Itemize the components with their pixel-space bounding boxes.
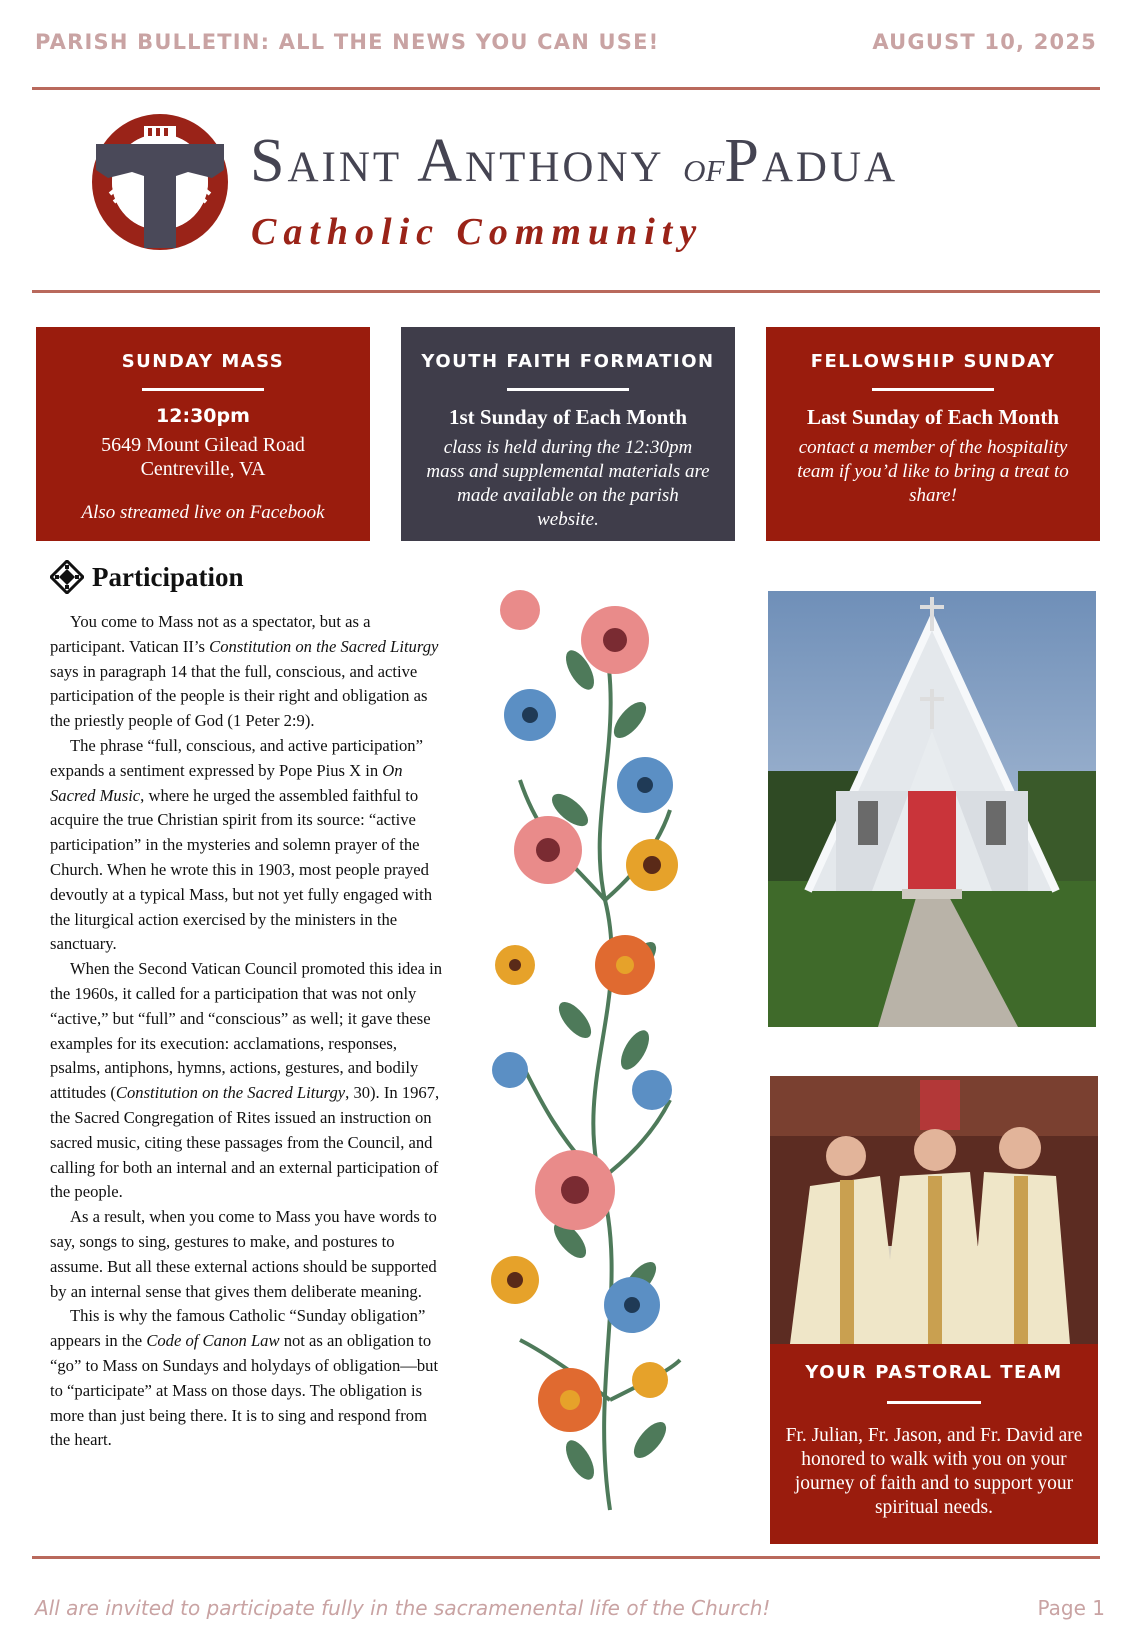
sunday-mass-box	[36, 327, 370, 541]
box-divider	[872, 388, 994, 391]
citation: Code of Canon Law	[146, 1331, 280, 1351]
mass-stream-note: Also streamed live on Facebook	[81, 502, 325, 523]
participation-article	[50, 560, 448, 1453]
article-paragraph: As a result, when you come to Mass you have words to say, songs to sing, gestures to make, and postures to assume. But all these external actions should be supported by an internal sense that gives them deliberate meaning.	[50, 1207, 437, 1301]
box-title: FELLOWSHIP SUNDAY	[810, 351, 1056, 372]
text-run: The phrase “full, conscious, and active participation” expands a sentiment expressed by Pope Pius X in	[50, 735, 423, 780]
logo-rule	[32, 290, 1100, 293]
church-photo	[768, 591, 1096, 1027]
mass-address-line2: Centreville, VA	[140, 458, 266, 480]
text-run: says in paragraph 14 that the full, conscious, and active participation of the people is their right and obligation as the priestly people of God (1 Peter 2:9).	[50, 661, 428, 731]
text-run: not as an obligation to “go” to Mass on Sundays and holydays of obligation—but to “participate” at Mass on those days. The obligation is more than just being there. It is to sing and respond from the heart.	[50, 1331, 439, 1450]
floral-illustration	[480, 580, 730, 1520]
text-run: This is why the famous Catholic “Sunday obligation” appears in the	[50, 1306, 426, 1351]
parish-logo-icon	[92, 112, 232, 252]
article-title: Participation	[92, 561, 244, 592]
bulletin-title: PARISH BULLETIN: ALL THE NEWS YOU CAN USE!	[35, 30, 660, 54]
text-run: , where he urged the assembled faithful to acquire the true Christian spirit from its source: “active participation” in the mysteries and solemn prayer of the Church. When he wrote this in 1903, most people prayed devoutly at a typical Mass, but not yet fully engaged with the liturgical action exercised by the ministers in the sanctuary.	[50, 785, 433, 954]
parish-name-end: Padua	[724, 127, 899, 195]
text-run: When the Second Vatican Council promoted this idea in the 1960s, it called for a participation that was not only “active,” but “full” and “conscious” as well; it gave these examples for its execution: acclamations, responses, psalms, antiphons, hymns, actions, gestures, and bodily attitudes (	[50, 959, 443, 1103]
text-run: You come to Mass not as a spectator, but as a participant. Vatican II’s	[50, 612, 371, 656]
box-divider	[507, 388, 629, 391]
parish-subtitle: Catholic Community	[251, 211, 704, 253]
bulletin-header	[35, 26, 1097, 58]
text-run: , 30). In 1967, the Sacred Congregation of Rites issued an instruction on sacred music, citing these passages from the Council, and calling for both an internal and an external participation of the people.	[50, 1083, 440, 1202]
youth-formation-box	[401, 327, 735, 541]
parish-name	[250, 126, 898, 197]
footer-tagline: All are invited to participate fully in the sacramenental life of the Church!	[35, 1596, 771, 1620]
citation: Constitution on the Sacred Liturgy	[209, 636, 439, 656]
team-text: Fr. Julian, Fr. Jason, and Fr. David are honored to walk with you on your journey of faith and to support your spiritual needs.	[785, 1425, 1083, 1518]
mass-time: 12:30pm	[156, 405, 250, 427]
parish-name-main: Saint Anthony	[250, 127, 665, 195]
fellowship-schedule: Last Sunday of Each Month	[806, 405, 1060, 429]
parish-name-of: of	[683, 142, 725, 191]
article-header	[50, 560, 448, 594]
footer-rule	[32, 1556, 1100, 1559]
pastoral-team-box	[770, 1344, 1098, 1544]
page-number: Page 1	[1037, 1596, 1105, 1620]
team-title: YOUR PASTORAL TEAM	[805, 1362, 1063, 1383]
citation: Constitution on the Sacred Liturgy	[115, 1083, 346, 1103]
footer	[35, 1596, 1105, 1620]
fellowship-box	[766, 327, 1100, 541]
fellowship-note: contact a member of the hospitality team if you’d like to bring a treat to share!	[797, 437, 1069, 506]
team-divider	[887, 1401, 981, 1404]
article-paragraph	[50, 610, 448, 734]
article-paragraph	[50, 734, 448, 957]
box-divider	[142, 388, 264, 391]
youth-note: class is held during the 12:30pm mass and supplemental materials are made available on the parish website.	[426, 437, 710, 530]
article-body	[50, 610, 448, 1453]
diamond-ornament-icon	[50, 560, 84, 594]
article-paragraph	[50, 957, 448, 1205]
pastoral-team-photo	[770, 1076, 1098, 1344]
youth-schedule: 1st Sunday of Each Month	[448, 405, 688, 429]
article-paragraph	[50, 1304, 448, 1453]
box-title: SUNDAY MASS	[121, 351, 285, 372]
box-title: YOUTH FAITH FORMATION	[421, 351, 715, 372]
header-rule	[32, 87, 1100, 90]
mass-address-line1: 5649 Mount Gilead Road	[101, 434, 305, 456]
bulletin-date: AUGUST 10, 2025	[872, 30, 1097, 54]
citation: On Sacred Music	[50, 760, 403, 805]
